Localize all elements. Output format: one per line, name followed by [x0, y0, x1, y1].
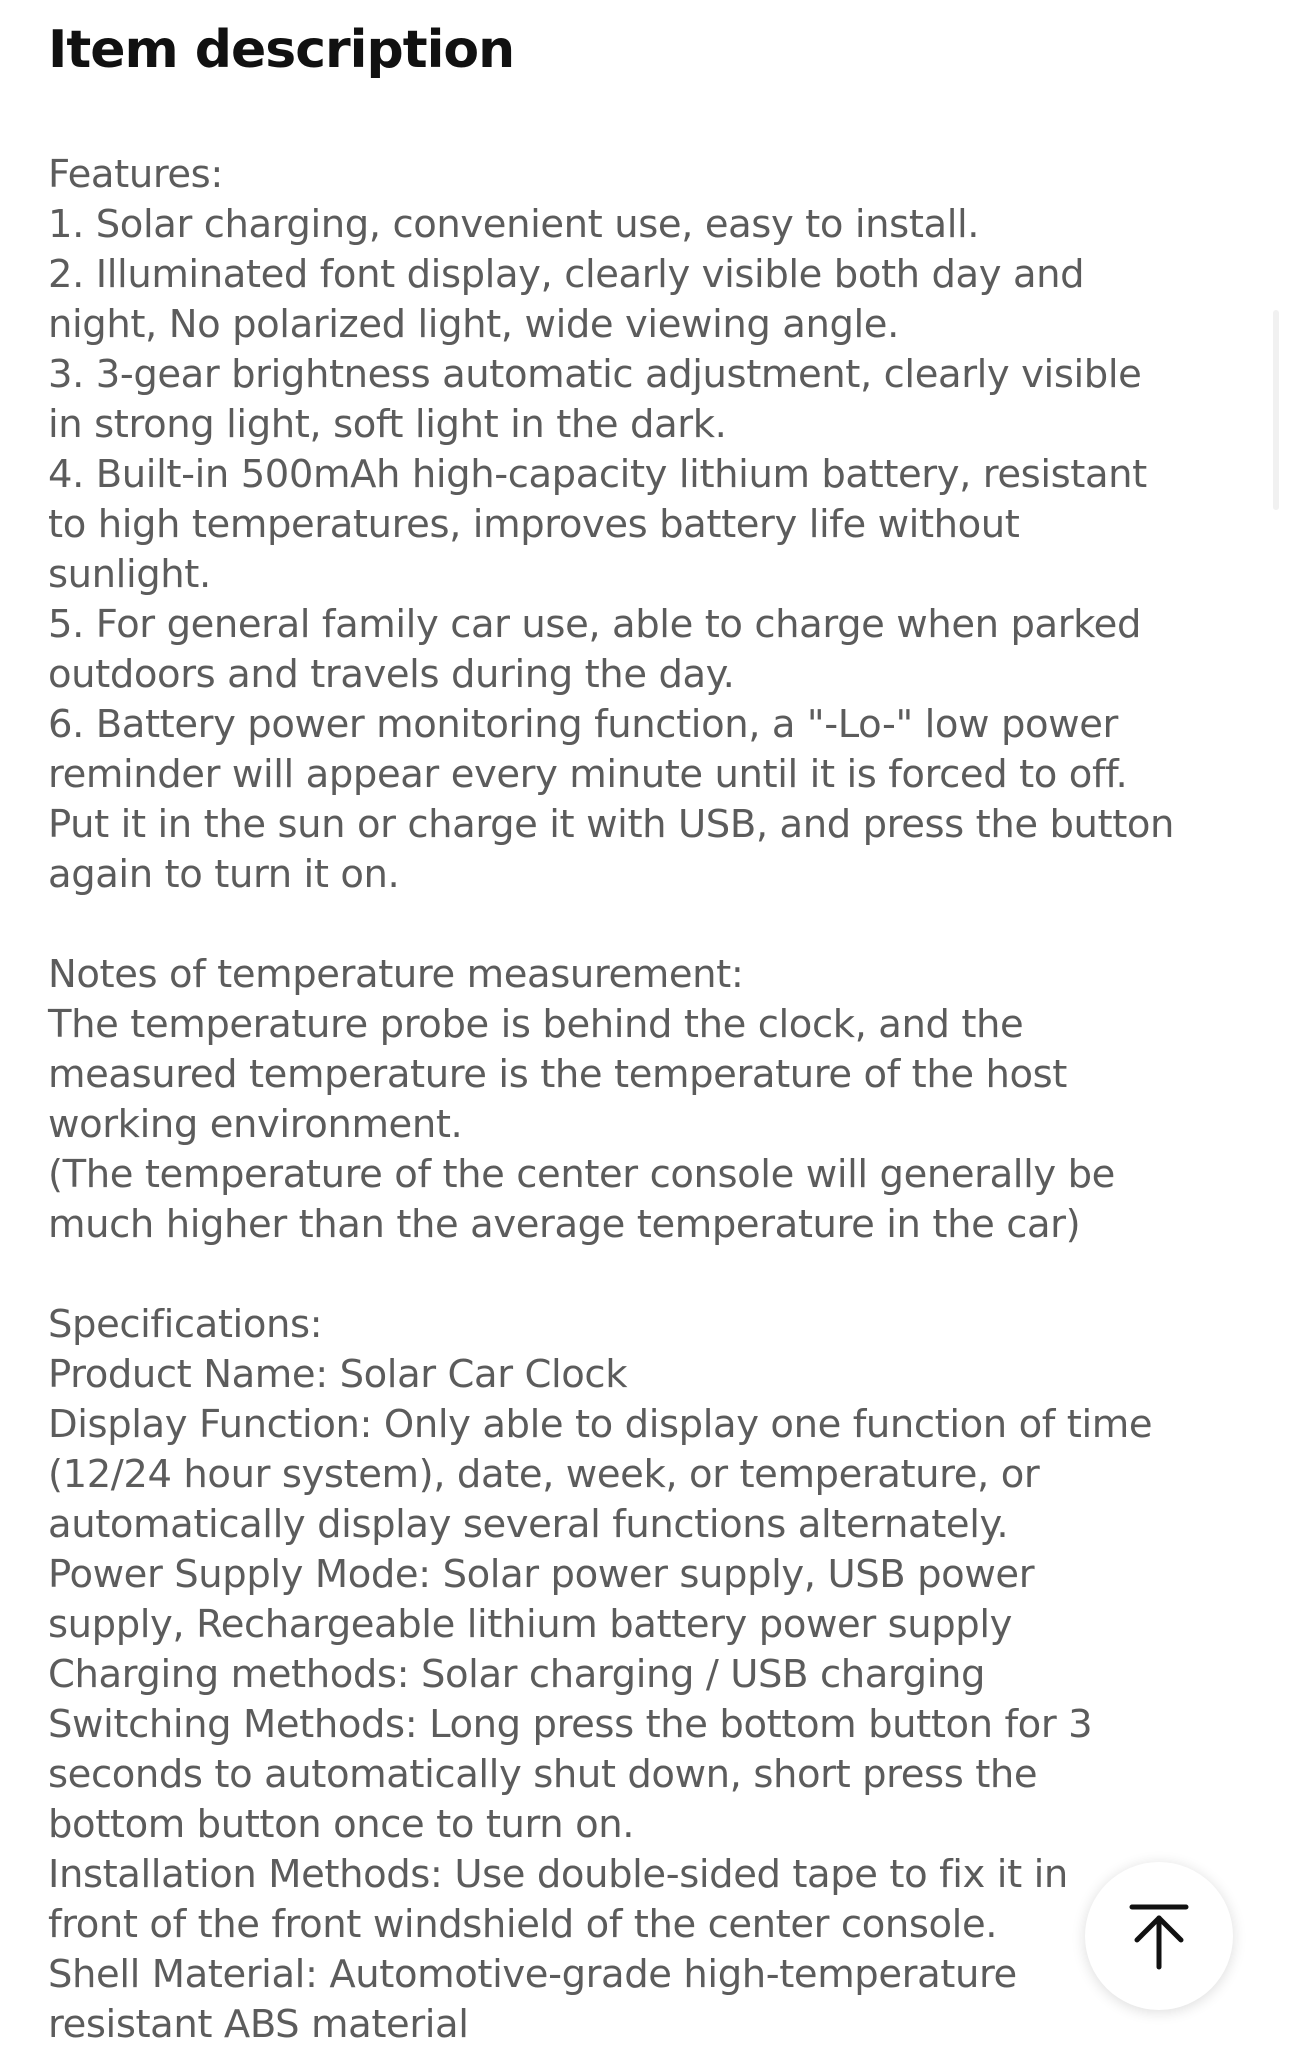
- spec-line: Installation Methods: Use double-sided tape to fix it in: [48, 1852, 1068, 1897]
- feature-line: to high temperatures, improves battery life without: [48, 502, 1020, 547]
- features-heading: Features:: [48, 152, 223, 197]
- feature-line: in strong light, soft light in the dark.: [48, 402, 727, 447]
- spec-line: Charging methods: Solar charging / USB charging: [48, 1652, 986, 1697]
- feature-line: again to turn it on.: [48, 852, 400, 897]
- feature-line: sunlight.: [48, 552, 211, 597]
- feature-line: 3. 3-gear brightness automatic adjustment, clearly visible: [48, 352, 1142, 397]
- scroll-to-top-button[interactable]: [1085, 1862, 1233, 2010]
- scrollbar[interactable]: [1273, 310, 1279, 510]
- feature-line: 4. Built-in 500mAh high-capacity lithium battery, resistant: [48, 452, 1147, 497]
- spec-line: bottom button once to turn on.: [48, 1802, 635, 1847]
- note-line: working environment.: [48, 1102, 463, 1147]
- feature-line: 6. Battery power monitoring function, a "-Lo-" low power: [48, 702, 1118, 747]
- note-line: The temperature probe is behind the clock, and the: [48, 1002, 1024, 1047]
- spec-line: Product Name: Solar Car Clock: [48, 1352, 628, 1397]
- spec-line: Switching Methods: Long press the bottom button for 3: [48, 1702, 1093, 1747]
- paragraph-spacer: [48, 900, 1248, 950]
- spec-line: (12/24 hour system), date, week, or temperature, or: [48, 1452, 1040, 1497]
- spec-line: automatically display several functions alternately.: [48, 1502, 1009, 1547]
- note-line: (The temperature of the center console will generally be: [48, 1152, 1115, 1197]
- specs-heading: Specifications:: [48, 1302, 323, 1347]
- feature-line: 5. For general family car use, able to charge when parked: [48, 602, 1141, 647]
- spec-line: seconds to automatically shut down, short press the: [48, 1752, 1038, 1797]
- note-line: much higher than the average temperature in the car): [48, 1202, 1081, 1247]
- feature-line: 2. Illuminated font display, clearly visible both day and: [48, 252, 1085, 297]
- spec-line: Power Supply Mode: Solar power supply, USB power: [48, 1552, 1035, 1597]
- item-description-text: [48, 150, 1248, 2050]
- feature-line: night, No polarized light, wide viewing angle.: [48, 302, 899, 347]
- spec-line: resistant ABS material: [48, 2002, 469, 2047]
- page-title: Item description: [48, 20, 515, 80]
- spec-line: supply, Rechargeable lithium battery power supply: [48, 1602, 1013, 1647]
- spec-line: Display Function: Only able to display one function of time: [48, 1402, 1153, 1447]
- feature-line: reminder will appear every minute until it is forced to off.: [48, 752, 1128, 797]
- notes-heading: Notes of temperature measurement:: [48, 952, 744, 997]
- paragraph-spacer: [48, 1250, 1248, 1300]
- feature-line: Put it in the sun or charge it with USB, and press the button: [48, 802, 1175, 847]
- note-line: measured temperature is the temperature of the host: [48, 1052, 1067, 1097]
- arrow-up-to-line-icon: [1124, 1901, 1194, 1971]
- feature-line: outdoors and travels during the day.: [48, 652, 735, 697]
- spec-line: front of the front windshield of the center console.: [48, 1902, 998, 1947]
- spec-line: Shell Material: Automotive-grade high-temperature: [48, 1952, 1017, 1997]
- feature-line: 1. Solar charging, convenient use, easy to install.: [48, 202, 980, 247]
